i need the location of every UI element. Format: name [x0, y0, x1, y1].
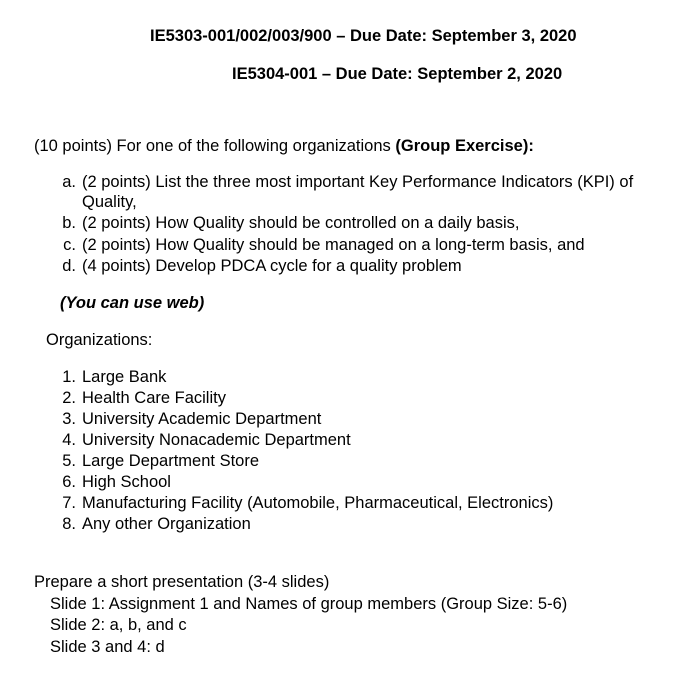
slide-line: Slide 1: Assignment 1 and Names of group members (Group Size: 5-6) [50, 595, 568, 613]
list-item [52, 256, 462, 276]
list-item [52, 235, 585, 255]
list-item [52, 409, 321, 429]
list-item-text: Large Department Store [82, 452, 260, 470]
organizations-heading: Organizations: [46, 331, 153, 349]
list-item-continuation: Quality, [82, 193, 137, 211]
list-item [52, 172, 633, 192]
list-item-text: University Nonacademic Department [82, 431, 351, 449]
list-item [52, 213, 519, 233]
web-note: (You can use web) [60, 294, 205, 312]
list-item-text: Large Bank [82, 368, 167, 386]
list-item [52, 430, 351, 450]
list-item-marker: 6. [62, 473, 76, 491]
list-item-marker: 8. [62, 515, 76, 533]
list-item-marker: 1. [62, 368, 76, 386]
list-item-marker: a. [62, 173, 76, 191]
list-item-text: Manufacturing Facility (Automobile, Pharmaceutical, Electronics) [82, 494, 554, 512]
list-item [52, 367, 166, 387]
header-line-1: IE5303-001/002/003/900 – Due Date: September 3, 2020 [150, 27, 577, 45]
list-item-text: (2 points) How Quality should be managed on a long-term basis, and [82, 236, 585, 254]
list-item [52, 451, 259, 471]
list-item-marker: 5. [62, 452, 76, 470]
presentation-intro: Prepare a short presentation (3-4 slides) [34, 573, 330, 591]
slide-line: Slide 2: a, b, and c [50, 616, 187, 634]
list-item-marker: d. [62, 257, 76, 275]
exercise-intro-bold: (Group Exercise): [395, 137, 534, 155]
list-item-text: Health Care Facility [82, 389, 226, 407]
list-item-marker: 2. [62, 389, 76, 407]
list-item-text: University Academic Department [82, 410, 322, 428]
list-item [52, 472, 171, 492]
list-item-text: (2 points) List the three most important Key Performance Indicators (KPI) of [82, 173, 634, 191]
list-item-marker: b. [62, 214, 76, 232]
slide-line: Slide 3 and 4: d [50, 638, 165, 656]
list-item-marker: c. [63, 236, 76, 254]
list-item-text: (2 points) How Quality should be controlled on a daily basis, [82, 214, 520, 232]
list-item [52, 514, 251, 534]
list-item-text: (4 points) Develop PDCA cycle for a quality problem [82, 257, 462, 275]
exercise-intro [34, 136, 534, 156]
list-item-marker: 4. [62, 431, 76, 449]
exercise-intro-text: (10 points) For one of the following organizations [34, 137, 396, 155]
header-line-2: IE5304-001 – Due Date: September 2, 2020 [232, 65, 563, 83]
list-item-marker: 7. [62, 494, 76, 512]
list-item-text: Any other Organization [82, 515, 251, 533]
list-item-text: High School [82, 473, 171, 491]
list-item-marker: 3. [62, 410, 76, 428]
list-item [52, 388, 226, 408]
list-item [52, 493, 553, 513]
